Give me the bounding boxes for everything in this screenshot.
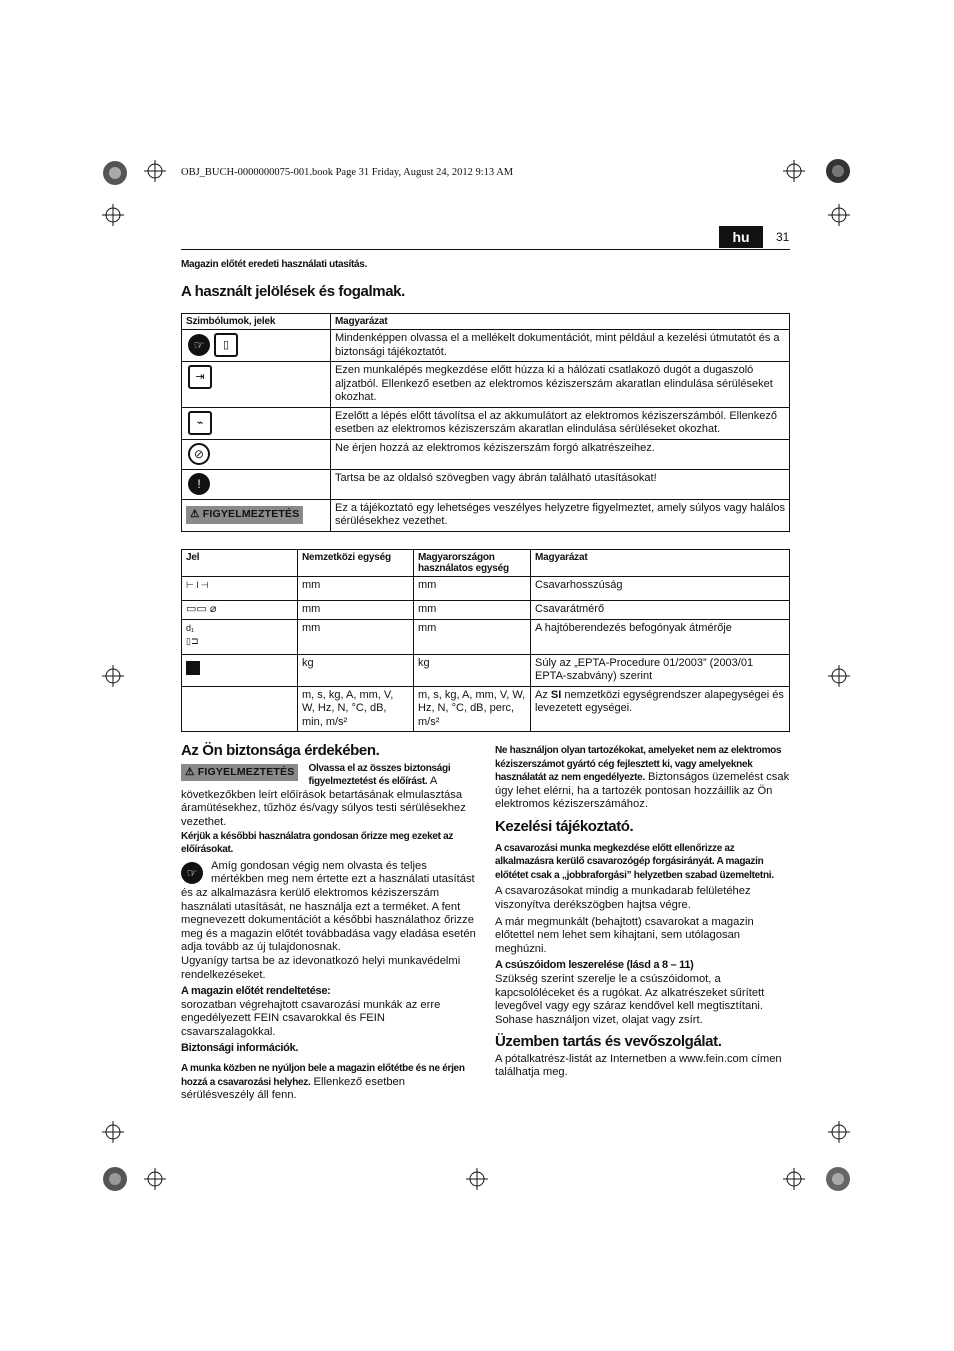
table-row (182, 499, 790, 531)
symbols-table (181, 313, 790, 532)
crosshair-mark (144, 1168, 166, 1190)
exclamation-icon: ! (188, 473, 210, 495)
crosshair-mark (466, 1168, 488, 1190)
table-cell (182, 686, 298, 732)
table-row (182, 654, 790, 686)
crosshair-mark (102, 204, 124, 226)
operation-bold: A csavarozási munka megkezdése előtt ellenőrizze az alkalmazásra kerülő csavarozógép forgásirányát. A magazin előtétet csak a „jobbraforgási” helyzetben szabad üzemeltetni. (495, 842, 774, 881)
table-cell: Súly az „EPTA-Procedure 01/2003” (2003/01 EPTA-szabvány) szerint (531, 654, 790, 686)
purpose-heading: A magazin előtét rendeltetése: (181, 985, 331, 998)
crosshair-mark (102, 1121, 124, 1143)
table-row (182, 577, 790, 601)
crosshair-mark (783, 1168, 805, 1190)
keep-instructions: Kérjük a későbbi használatra gondosan őrizze meg ezeket az előírásokat. (181, 830, 454, 856)
screw-diameter-icon: ▭▭ ⌀ (182, 601, 298, 620)
table-row (182, 619, 790, 654)
book-line: OBJ_BUCH-0000000075-001.book Page 31 Friday, August 24, 2012 9:13 AM (181, 167, 514, 178)
table-cell: mm (298, 577, 414, 601)
registration-mark (102, 1166, 128, 1192)
manual-paragraph (181, 860, 476, 955)
read-manual-icon: ☞ (181, 862, 203, 884)
registration-mark (825, 158, 851, 184)
document-subtitle: Magazin előtét eredeti használati utasítás. (181, 259, 368, 270)
table-cell: mm (414, 619, 531, 654)
section-heading: Üzemben tartás és vevőszolgálat. (495, 1033, 722, 1051)
table-cell: m, s, kg, A, mm, V, W, Hz, N, °C, dB, perc, m/s² (414, 686, 531, 732)
table-cell: mm (414, 577, 531, 601)
book-icon: ▯ (214, 333, 238, 357)
warning-badge: ⚠ FIGYELMEZTETÉS (181, 764, 298, 782)
warning-badge: ⚠ FIGYELMEZTETÉS (186, 506, 303, 524)
table-row (182, 362, 790, 408)
read-manual-icon: ☞ (188, 334, 210, 356)
table-header: Magyarázat (531, 550, 790, 577)
weight-icon (182, 654, 298, 686)
skid-text: Szükség szerint szerelje le a csúszóidomot, a kapcsolóléceket és a rugókat. Az alkatrészeket sűrített levegővel vagy egy száraz kendővel kell megtisztítani. Sohase használjon vizet, olajat vagy zsírt. (495, 972, 765, 1026)
crosshair-mark (828, 204, 850, 226)
table-header: Szimbólumok, jelek (182, 314, 331, 330)
operation-text-2: A már megmunkált (behajtott) csavarokat a magazin előtettel nem lehet sem kihajtani, sem utólagosan meghúzni. (495, 915, 754, 955)
right-column (495, 744, 790, 1080)
table-cell: Csavarátmérő (531, 601, 790, 620)
header-rule (181, 249, 790, 250)
section-heading: A használt jelölések és fogalmak. (181, 283, 405, 300)
table-cell: A hajtóberendezés befogónyak átmérője (531, 619, 790, 654)
table-cell: Csavarhosszúság (531, 577, 790, 601)
table-cell: Ne érjen hozzá az elektromos kéziszerszám forgó alkatrészeihez. (331, 439, 790, 469)
warning-paragraph (181, 762, 476, 830)
table-header: Magyarázat (331, 314, 790, 330)
manual-text-2: Ugyanígy tartsa be az idevonatkozó helyi munkavédelmi rendelkezéseket. (181, 954, 461, 981)
manual-text: Amíg gondosan végig nem olvasta és teljes mértékben meg nem értette ezt a használati utasítást és az alkalmazásra kerülő elektromos kéziszerszám használati utasítását, ne használja ezt a terméket. A fent megnevezett dokumentációt a későbbi használathoz őrizze meg és a magazin előtét továbbadása vagy eladása esetén adja tovább az új tulajdonosnak. (181, 859, 476, 954)
safety-info-heading: Biztonsági információk. (181, 1042, 299, 1055)
table-cell: Az SI nemzetközi egységrendszer alapegységei és levezetett egységei. (531, 686, 790, 732)
purpose-text: sorozatban végrehajtott csavarozási munkák az erre engedélyezett FEIN csavarokkal és FEIN csavarszalagokkal. (181, 998, 441, 1038)
registration-mark (102, 160, 128, 186)
language-tab: hu (719, 226, 763, 248)
table-row (182, 601, 790, 620)
screw-length-icon: ⊢ l ⊣ (182, 577, 298, 601)
collar-diameter-icon: d₁ ▯⊐ (182, 619, 298, 654)
accessory-paragraph: Ne használjon olyan tartozékokat, amelyeket nem az elektromos kéziszerszámot gyártó cég fejlesztett ki, vagy amelyeknek használatát az nem engedélyezte. Biztonságos üzemelést csak úgy lehet elérni, ha a tartozék pontosan hozzáillik az Ön elektromos kéziszerszámához. (495, 745, 790, 811)
table-cell: Ezelőtt a lépés előtt távolítsa el az akkumulátort az elektromos kéziszerszámból. Ellenkező esetben az elektromos kéziszerszám akaratlan elindulása sérüléseket okozhat. (331, 407, 790, 439)
table-cell: Mindenképpen olvassa el a mellékelt dokumentációt, mint például a kezelési útmutatót és a biztonsági tájékoztatót. (331, 330, 790, 362)
crosshair-mark (144, 160, 166, 182)
table-cell: kg (414, 654, 531, 686)
units-table (181, 549, 790, 732)
crosshair-mark (828, 1121, 850, 1143)
table-row (182, 407, 790, 439)
section-heading: Kezelési tájékoztató. (495, 817, 634, 835)
table-cell: Ez a tájékoztató egy lehetséges veszélyes helyzetre figyelmeztet, amely súlyos vagy halálos sérülésekhez vezethet. (331, 499, 790, 531)
skid-heading: A csúszóidom leszerelése (lásd a 8 – 11) (495, 959, 694, 972)
crosshair-mark (783, 160, 805, 182)
table-cell: Tartsa be az oldalsó szövegben vagy ábrán található utasításokat! (331, 469, 790, 499)
no-touch-icon: ⊘ (188, 443, 210, 465)
safety-info-paragraph: A munka közben ne nyúljon bele a magazin előtétbe és ne érjen hozzá a csavarozási helyhez. Ellenkező esetben sérülésveszély áll fenn. (181, 1063, 465, 1102)
table-cell: Ezen munkalépés megkezdése előtt húzza ki a hálózati csatlakozó dugót a dugaszoló aljzatból. Ellenkező esetben az elektromos kéziszerszám akaratlan elindulása sérüléseket okozhat. (331, 362, 790, 408)
left-column (181, 744, 476, 1103)
table-header: Magyarországon használatos egység (414, 550, 531, 577)
table-row (182, 439, 790, 469)
section-heading: Az Ön biztonsága érdekében. (181, 742, 380, 759)
warning-bold-text: Olvassa el az összes biztonsági figyelmeztetést és előírást. (308, 762, 451, 788)
remove-battery-icon: ⌁ (188, 411, 212, 435)
table-row (182, 330, 790, 362)
table-cell: mm (414, 601, 531, 620)
table-header: Jel (182, 550, 298, 577)
table-row (182, 469, 790, 499)
table-cell: mm (298, 619, 414, 654)
registration-mark (825, 1166, 851, 1192)
crosshair-mark (102, 665, 124, 687)
unplug-icon: ⇥ (188, 365, 212, 389)
table-header: Nemzetközi egység (298, 550, 414, 577)
table-cell: mm (298, 601, 414, 620)
service-text: A pótalkatrész-listát az Internetben a www.fein.com címen találhatja meg. (495, 1052, 782, 1079)
table-cell: m, s, kg, A, mm, V, W, Hz, N, °C, dB, min, m/s² (298, 686, 414, 732)
crosshair-mark (828, 665, 850, 687)
operation-text-1: A csavarozásokat mindig a munkadarab felületéhez viszonyítva derékszögben hajtsa végre. (495, 885, 751, 911)
table-row (182, 686, 790, 732)
warning-text: A következőkben leírt előírások betartásának elmulasztása áramütésekhez, tűzhöz és/vagy súlyos testi sérülésekhez vezethet. (181, 775, 466, 828)
page-number: 31 (776, 230, 790, 244)
table-cell: kg (298, 654, 414, 686)
